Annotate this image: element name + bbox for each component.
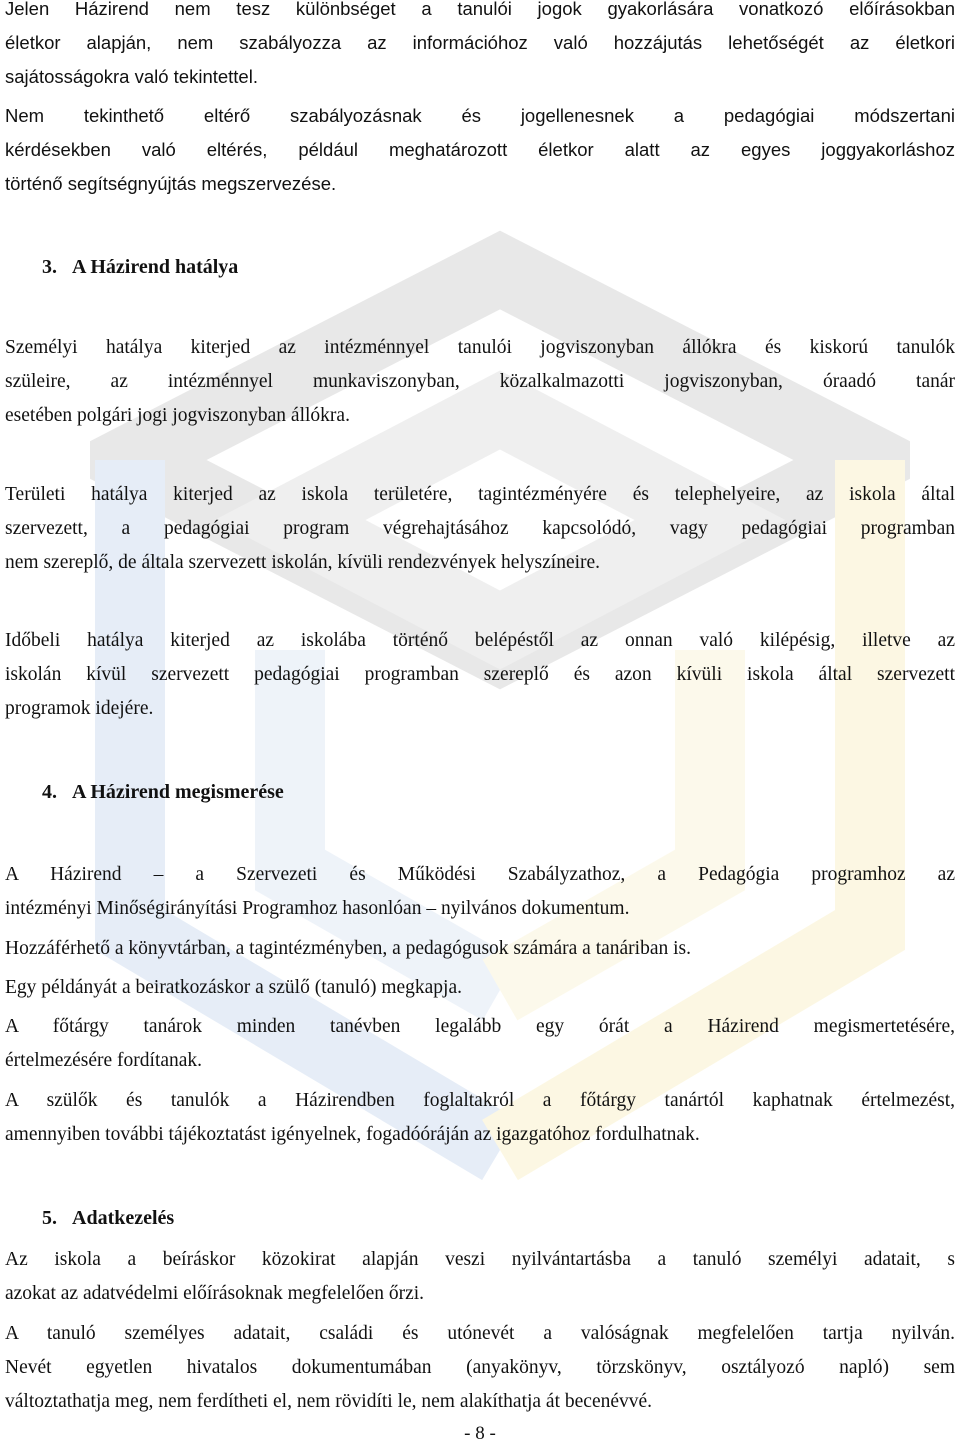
text-line: értelmezésére fordítanak. [5, 1050, 203, 1071]
section-heading-5 [42, 1207, 174, 1230]
text-line: intézményi Minőségirányítási Programhoz hasonlóan – nyilvános dokumentum. [5, 898, 630, 919]
text-line: azokat az adatvédelmi előírásoknak megfelelően őrzi. [5, 1283, 425, 1304]
text-line: szervezett, a pedagógiai program végrehajtásához kapcsolódó, vagy pedagógiai programban [5, 518, 955, 539]
paragraph-age-rules [5, 0, 955, 94]
text-line: nem szereplő, de általa szervezett iskolán, kívüli rendezvények helyszíneire. [5, 552, 601, 573]
section-title: Adatkezelés [72, 1207, 175, 1229]
text-line: Területi hatálya kiterjed az iskola területére, tagintézményére és telephelyeire, az iskola által [5, 484, 955, 505]
text-line: amennyiben további tájékoztatást igényelnek, fogadóóráján az igazgatóhoz fordulhatnak. [5, 1124, 700, 1145]
paragraph-teachers [5, 1010, 955, 1078]
text-line: iskolán kívül szervezett pedagógiai programban szereplő és azon kívüli iskola által szervezett [5, 664, 955, 685]
paragraph-temporal-scope [5, 624, 955, 726]
paragraph-registration [5, 1243, 955, 1311]
section-number: 3. [42, 256, 57, 278]
text-line: Hozzáférhető a könyvtárban, a tagintézményben, a pedagógusok számára a tanáriban is. [5, 938, 691, 959]
paragraph-parents [5, 1084, 955, 1152]
text-line: programok idejére. [5, 698, 154, 719]
text-line: A Házirend – a Szervezeti és Működési Szabályzathoz, a Pedagógia programhoz az [5, 864, 955, 885]
text-line: A tanuló személyes adatait, családi és utónevét a valóságnak megfelelően tartja nyilván. [5, 1323, 955, 1344]
text-line: változtathatja meg, nem ferdítheti el, nem rövidíti le, nem alakíthatja át becenévvé. [5, 1391, 653, 1412]
paragraph-territorial-scope [5, 478, 955, 580]
text-line: kérdésekben való eltérés, például meghatározott életkor alatt az egyes joggyakorláshoz [5, 139, 955, 160]
paragraph-public-document [5, 858, 955, 926]
section-number: 5. [42, 1207, 57, 1229]
paragraph-personal-data [5, 1317, 955, 1419]
text-line: sajátosságokra való tekintettel. [5, 66, 258, 87]
text-line: Egy példányát a beiratkozáskor a szülő (tanuló) megkapja. [5, 977, 462, 998]
paragraph-methodology [5, 99, 955, 201]
text-line: életkor alapján, nem szabályozza az információhoz való hozzájutás lehetőségét az életkori [5, 32, 955, 53]
page-number: - 8 - [464, 1423, 496, 1444]
text-line: Jelen Házirend nem tesz különbséget a tanulói jogok gyakorlására vonatkozó előírásokban [5, 0, 955, 19]
text-line: történő segítségnyújtás megszervezése. [5, 173, 337, 194]
text-line: Időbeli hatálya kiterjed az iskolába történő belépéstől az onnan való kilépésig, illetve az [5, 630, 955, 651]
text-line: szüleire, az intézménnyel munkaviszonyban, közalkalmazotti jogviszonyban, óraadó tanár [5, 371, 955, 392]
text-line: Nem tekinthető eltérő szabályozásnak és jogellenesnek a pedagógiai módszertani [5, 105, 955, 126]
paragraph-availability [5, 932, 955, 966]
text-line: A szülők és tanulók a Házirendben foglaltakról a főtárgy tanártól kaphatnak értelmezést, [5, 1090, 955, 1111]
text-line: Személyi hatálya kiterjed az intézménnyel tanulói jogviszonyban állókra és kiskorú tanulók [5, 337, 955, 358]
section-heading-4 [42, 781, 284, 804]
text-line: Nevét egyetlen hivatalos dokumentumában (anyakönyv, törzskönyv, osztályozó napló) sem [5, 1357, 955, 1378]
section-heading-3 [42, 256, 238, 279]
paragraph-personal-scope [5, 331, 955, 433]
section-number: 4. [42, 781, 57, 803]
section-title: A Házirend hatálya [72, 256, 239, 278]
text-line: A főtárgy tanárok minden tanévben legalább egy órát a Házirend megismertetésére, [5, 1016, 955, 1037]
text-line: esetében polgári jogi jogviszonyban állókra. [5, 405, 350, 426]
section-title: A Házirend megismerése [72, 781, 284, 803]
text-line: Az iskola a beíráskor közokirat alapján veszi nyilvántartásba a tanuló személyi adatait, s [5, 1249, 955, 1270]
paragraph-copy [5, 971, 955, 1005]
